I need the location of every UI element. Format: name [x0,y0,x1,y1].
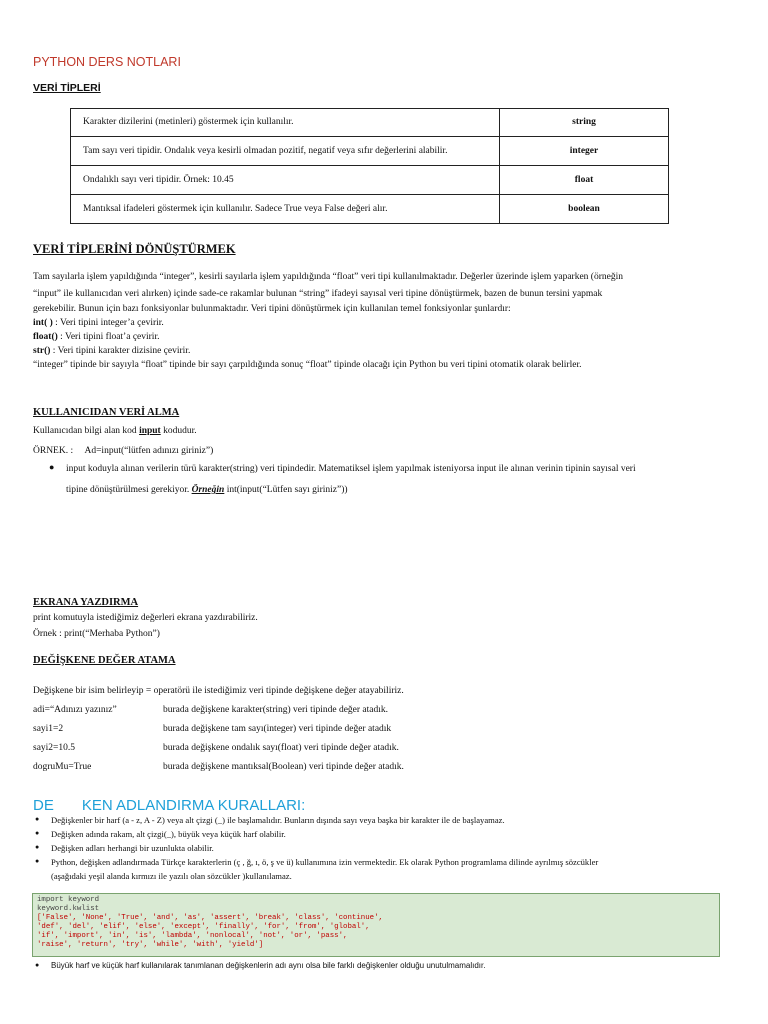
paragraph-line [33,426,197,436]
type-name: integer [500,137,669,166]
bullet-dot-icon: ● [35,815,40,823]
type-name: boolean [500,195,669,224]
bullet-dot-icon: ● [35,961,40,969]
section-heading-veri-tipleri: VERİ TİPLERİ [33,82,101,94]
section-heading-degiskene-deger-atama: DEĞİŞKENE DEĞER ATAMA [33,655,176,666]
table-row [71,109,669,137]
example-line: ÖRNEK. : Ad=input(“lütfen adınızı giriniz”) [33,446,214,456]
function-name: str() [33,346,51,356]
bullet-dot-icon: ● [35,857,40,865]
code-line: import keyword [37,896,100,904]
paragraph-line: print komutuyla istediğimiz değerleri ekrana yazdırabiliriz. [33,613,258,623]
section-heading-kullanicidan-veri-alma: KULLANICIDAN VERİ ALMA [33,407,180,418]
function-desc: : Veri tipini integer’a çevirir. [52,318,164,328]
bullet-dot-icon: ● [35,829,40,837]
text-run: int(input(“Lütfen sayı giriniz”)) [224,485,348,495]
assignment-code: sayi1=2 [33,724,64,734]
section-heading-ekrana-yazdirma: EKRANA YAZDIRMA [33,597,139,608]
rule-item-last: Büyük harf ve küçük harf kullanılarak tanımlanan değişkenlerin adı aynı olsa bile farklı değişkenler olduğu unutulmamalıdır. [51,961,486,970]
assignment-desc: burada değişkene tam sayı(integer) veri tipinde değer atadık [163,724,392,734]
page-title: PYTHON DERS NOTLARI [33,55,181,69]
table-row [71,166,669,195]
paragraph-line: Örnek : print(“Merhaba Python”) [33,629,160,639]
bullet-text-cont [66,485,348,495]
type-description: Tam sayı veri tipidir. Ondalık veya kesirli olmadan pozitif, negatif veya sıfır değerlerini alabilir. [71,137,500,166]
type-description: Karakter dizilerini (metinleri) göstermek için kullanılır. [71,109,500,137]
section-heading-donusturmek: VERİ TİPLERİNİ DÖNÜŞTÜRMEK [33,242,236,256]
code-line: 'raise', 'return', 'try', 'while', 'with', 'yield'] [37,940,264,949]
assignment-code: adi=“Adınızı yazınız” [33,705,117,715]
text-run: kodudur. [160,426,197,436]
type-description: Ondalıklı sayı veri tipidir. Örnek: 10.45 [71,166,500,195]
function-int [33,318,164,328]
bullet-dot-icon: ● [49,462,55,472]
assignment-desc: burada değişkene mantıksal(Boolean) veri tipinde değer atadık. [163,762,404,772]
heading-part: DE [33,797,54,814]
function-name: float() [33,332,58,342]
assignment-code: sayi2=10.5 [33,743,76,753]
assignment-desc: burada değişkene ondalık sayı(float) veri tipinde değer atadık. [163,743,399,753]
code-line: ['False', 'None', 'True', 'and', 'as', 'assert', 'break', 'class', 'continue', [37,913,383,922]
function-name: int( ) [33,318,53,328]
code-line: keyword.kwlist [37,904,100,913]
rule-item: Değişkenler bir harf (a - z, A - Z) veya alt çizgi (_) ile başlamalıdır. Bunların dışında sayı veya başka bir karakter ile de başlayamaz. [51,815,505,825]
type-name: float [500,166,669,195]
bullet-text: input koduyla alınan verilerin türü karakter(string) veri tipindedir. Matematiksel işlem yapılmak isteniyorsa input ile alınan verinin tipinin sayısal veri [66,464,636,474]
assignment-desc: burada değişkene karakter(string) veri tipinde değer atadık. [163,705,389,715]
heading-part: KEN ADLANDIRMA KURALLARI: [81,797,306,814]
code-block-keywords [32,893,720,957]
function-str [33,346,190,356]
rule-item: Değişken adları herhangi bir uzunlukta olabilir. [51,843,214,853]
type-description: Mantıksal ifadeleri göstermek için kullanılır. Sadece True veya False değeri alır. [71,195,500,224]
assignment-code: dogruMu=True [33,762,92,772]
table-row [71,137,669,166]
code-line: 'def', 'del', 'elif', 'else', 'except', 'finally', 'for', 'from', 'global', [37,922,370,931]
rule-item: Python, değişken adlandırmada Türkçe karakterlerin (ç , ğ, ı, ö, ş ve ü) kullanımına izin vermektedir. Ek olarak Python programlama dilinde ayrılmış sözcükler [51,857,599,867]
paragraph-line: Değişkene bir isim belirleyip = operatörü ile istediğimiz veri tipinde değişkene değer atayabiliriz. [33,686,404,696]
type-name: string [500,109,669,137]
text-run: Kullanıcıdan bilgi alan kod [33,426,140,436]
paragraph-line: Tam sayılarla işlem yapıldığında “integer”, kesirli sayılarla işlem yapıldığında “float” veri tipi kullanılmaktadır. Değerler üzerinde işlem yaparken (örneğin [33,272,623,282]
rule-item: Değişken adında rakam, alt çizgi(_), büyük veya küçük harf olabilir. [51,829,286,839]
function-desc: : Veri tipini karakter dizisine çevirir. [50,346,191,356]
input-keyword: input [139,426,161,436]
section-heading-adlandirma-kurallari [33,797,305,814]
text-run: tipine dönüştürülmesi gerekiyor. [66,485,192,495]
example-label: Örneğin [191,485,225,495]
paragraph-line: “input” ile kullanıcıdan veri alırken) içinde sade-ce rakamlar bulunan “string” ifadeyi sayısal veri tipine dönüştürmek, bazen de bunun tersini yapmak [33,289,603,299]
table-row [71,195,669,224]
paragraph-line: gerekebilir. Bunun için bazı fonksiyonlar bulunmaktadır. Veri tipini dönüştürmek için kullanılan temel fonksiyonlar şunlardır: [33,304,511,314]
paragraph-line: “integer” tipinde bir sayıyla “float” tipinde bir sayı çarpıldığında sonuç “float” tipinde olacağı için Python bu veri tipini otomatik olarak belirler. [33,360,582,370]
code-line: 'if', 'import', 'in', 'is', 'lambda', 'nonlocal', 'not', 'or', 'pass', [37,931,348,940]
function-float [33,332,159,342]
rule-item-cont: (aşağıdaki yeşil alanda kırmızı ile yazılı olan sözcükler )kullanılamaz. [51,871,292,881]
function-desc: : Veri tipini float’a çevirir. [57,332,160,342]
data-types-table [70,108,669,224]
bullet-dot-icon: ● [35,843,40,851]
